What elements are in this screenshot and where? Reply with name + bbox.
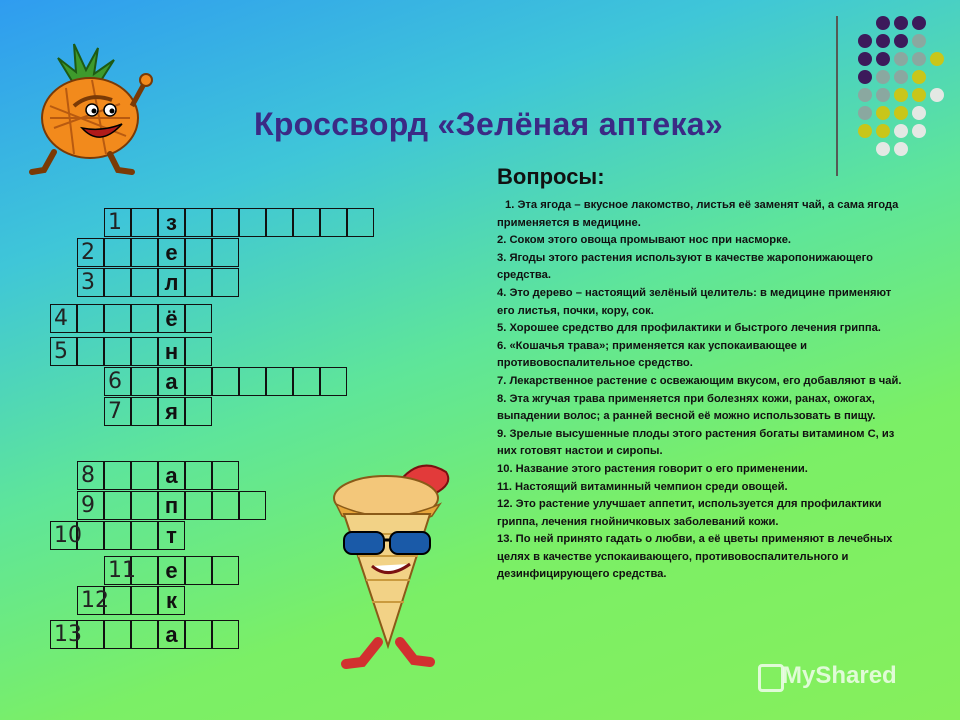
decorative-dot [930,52,944,66]
decorative-dot [894,34,908,48]
crossword-answer-letter: н [164,339,179,364]
crossword-cell[interactable] [104,461,131,490]
crossword-answer-letter: е [165,558,178,583]
crossword-answer-letter: л [164,270,179,295]
crossword-cell[interactable] [239,491,266,520]
decorative-dot [894,106,908,120]
decorative-dot [894,124,908,138]
decorative-dot [858,70,872,84]
crossword-number: 12 [81,588,109,613]
question-item: 11. Настоящий витаминный чемпион среди овощей. [497,480,788,493]
crossword-cell[interactable] [185,268,212,297]
crossword-cell[interactable] [131,461,158,490]
crossword-answer-letter: е [165,240,178,265]
ice-cream-character-illustration [322,456,472,676]
crossword-number: 13 [54,622,82,647]
watermark: MyShared [782,662,897,689]
crossword-cell[interactable] [212,367,239,396]
crossword-cell[interactable] [104,304,131,333]
crossword-cell[interactable] [293,367,320,396]
decorative-dot [912,124,926,138]
crossword-cell[interactable] [212,620,239,649]
crossword-cell[interactable] [185,556,212,585]
crossword-answer-letter: а [165,622,178,647]
question-item: 9. Зрелые высушенные плоды этого растения богаты витамином С, из них готовят настои и сиропы. [497,427,895,458]
crossword-cell[interactable] [239,367,266,396]
crossword-number: 3 [81,270,95,295]
crossword-cell[interactable] [131,268,158,297]
question-item: 2. Соком этого овоща промывают нос при насморке. [497,234,792,247]
decorative-dot [912,106,926,120]
crossword-answer-letter: я [165,399,178,424]
crossword-cell[interactable] [212,461,239,490]
crossword-cell[interactable] [104,491,131,520]
crossword-number: 4 [54,306,68,331]
crossword-cell[interactable] [131,586,158,615]
decorative-dot [876,70,890,84]
crossword-cell[interactable] [185,367,212,396]
crossword-cell[interactable] [185,620,212,649]
crossword-cell[interactable] [131,208,158,237]
crossword-cell[interactable] [320,367,347,396]
pineapple-leaves [58,44,114,82]
crossword-cell[interactable] [131,491,158,520]
crossword-cell[interactable] [266,367,293,396]
crossword-answer-letter: ё [165,306,178,331]
crossword-cell[interactable] [131,367,158,396]
decorative-dot [858,88,872,102]
decorative-dot [876,88,890,102]
crossword-cell[interactable] [320,208,347,237]
crossword-number: 7 [108,399,122,424]
decorative-dot [912,16,926,30]
decorative-dot [858,34,872,48]
question-item: 13. По ней принято гадать о любви, а её цветы применяют в лечебных целях в качестве успокаивающего, противовоспалительного и дезинфицирующего средства. [497,533,893,581]
decorative-dot [912,52,926,66]
crossword-cell[interactable] [212,238,239,267]
crossword-cell[interactable] [212,556,239,585]
question-item: 8. Эта жгучая трава применяется при болезнях кожи, ранах, ожогах, выпадении волос; а ранней весной её можно использовать в пищу. [497,392,876,423]
decorative-dot [876,52,890,66]
question-item: 4. Это дерево – настоящий зелёный целитель: в медицине применяют его листья, почки, кору, сок. [497,286,892,317]
crossword-cell[interactable] [104,521,131,550]
crossword-cell[interactable] [131,304,158,333]
question-item: 3. Ягоды этого растения используют в качестве жаропонижающего средства. [497,251,873,282]
crossword-cell[interactable] [185,491,212,520]
decorative-dot [858,124,872,138]
crossword-cell[interactable] [212,268,239,297]
decorative-dot [894,142,908,156]
question-item: 12. Это растение улучшает аппетит, используется для профилактики гриппа, лечения гнойничковых заболеваний кожи. [497,498,882,528]
question-item: 10. Название этого растения говорит о его применении. [497,462,808,475]
decorative-dot [912,70,926,84]
crossword-cell[interactable] [266,208,293,237]
crossword-cell[interactable] [131,397,158,426]
decorative-dot [876,34,890,48]
crossword-cell[interactable] [131,620,158,649]
crossword-cell[interactable] [131,238,158,267]
decorative-dot [894,16,908,30]
questions-list [497,197,907,584]
crossword-cell[interactable] [104,337,131,366]
crossword-cell[interactable] [212,491,239,520]
crossword-number: 1 [108,210,122,235]
decorative-dot [912,88,926,102]
decorative-dot [894,52,908,66]
decorative-dot [912,34,926,48]
crossword-cell[interactable] [185,208,212,237]
crossword-answer-letter: п [164,493,179,518]
decorative-dot [876,142,890,156]
crossword-cell[interactable] [185,461,212,490]
crossword-number: 11 [108,558,136,583]
crossword-cell[interactable] [293,208,320,237]
crossword-cell[interactable] [104,268,131,297]
crossword-number: 9 [81,493,95,518]
question-item: 6. «Кошачья трава»; применяется как успокаивающее и противовоспалительное средство. [497,339,808,370]
decorative-dot [858,52,872,66]
crossword-number: 6 [108,369,122,394]
crossword-answer-letter: з [166,210,177,235]
question-item: 1. Эта ягода – вкусное лакомство, листья её заменят чай, а сама ягода применяется в медицине. [497,199,899,229]
crossword-cell[interactable] [185,304,212,333]
decorative-divider [836,16,838,176]
pineapple-character-illustration [14,36,174,181]
decorative-dot [858,106,872,120]
myshared-logo-icon [758,664,784,692]
decorative-dot [930,88,944,102]
page-title: Кроссворд «Зелёная аптека» [254,106,724,142]
crossword-answer-letter: т [166,523,177,548]
crossword-cell[interactable] [104,620,131,649]
crossword-number: 8 [81,463,95,488]
crossword-number: 2 [81,240,95,265]
question-item: 7. Лекарственное растение с освежающим вкусом, его добавляют в чай. [497,374,902,387]
crossword-cell[interactable] [131,521,158,550]
questions-heading: Вопросы: [497,164,605,189]
crossword-answer-letter: к [165,588,177,613]
crossword-number: 5 [54,339,68,364]
crossword-number: 10 [54,523,82,548]
question-item: 5. Хорошее средство для профилактики и быстрого лечения гриппа. [497,322,881,335]
crossword-cell[interactable] [185,337,212,366]
decorative-dot [876,124,890,138]
crossword-cell[interactable] [347,208,374,237]
crossword-cell[interactable] [185,238,212,267]
decorative-dot [876,16,890,30]
decorative-dot [894,70,908,84]
crossword-answer-letter: а [165,369,178,394]
crossword-cell[interactable] [77,337,104,366]
crossword-answer-letter: а [165,463,178,488]
crossword-cell[interactable] [131,337,158,366]
crossword-cell[interactable] [212,208,239,237]
crossword-cell[interactable] [239,208,266,237]
decorative-dot [876,106,890,120]
crossword-cell[interactable] [104,238,131,267]
crossword-cell[interactable] [77,304,104,333]
crossword-cell[interactable] [185,397,212,426]
decorative-dot [894,88,908,102]
